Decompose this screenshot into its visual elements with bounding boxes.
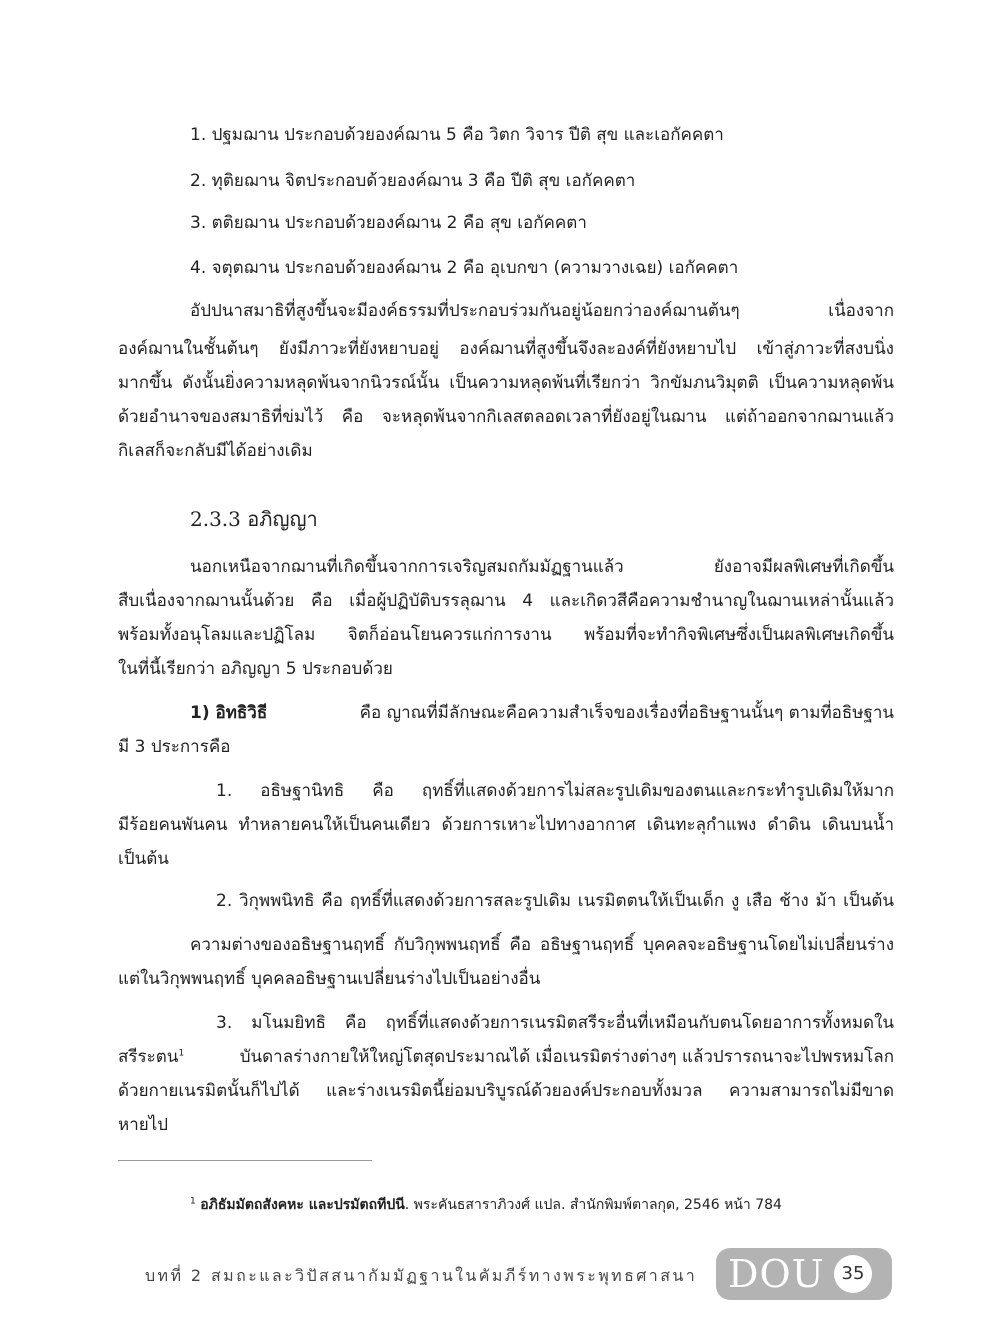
- footnote: [190, 1194, 782, 1216]
- footnote-number: 1: [190, 1196, 196, 1207]
- paragraph-line: นอกเหนือจากฌานที่เกิดขึ้นจากการเจริญสมถกัมมัฏฐานแล้ว ยังอาจมีผลพิเศษที่เกิดขึ้น: [190, 557, 894, 577]
- jhana-item-1: 1. ปฐมฌาน ประกอบด้วยองค์ฌาน 5 คือ วิตก วิจาร ปีติ สุข และเอกัคคตา: [190, 125, 724, 145]
- page-number-circle: [834, 1255, 872, 1293]
- paragraph-line: มากขึ้น ดังนั้นยิ่งความหลุดพ้นจากนิวรณ์นั้น เป็นความหลุดพ้นที่เรียกว่า วิกขัมภนวิมุตติ เป็นความหลุดพ้น: [118, 373, 894, 393]
- paragraph-line: ในที่นี้เรียกว่า อภิญญา 5 ประกอบด้วย: [118, 659, 393, 679]
- paragraph-line: กิเลสก็จะกลับมีได้อย่างเดิม: [118, 441, 313, 461]
- manomaya-word: สรีระตน$^1$: [118, 1047, 185, 1067]
- iddhividhi-line: [190, 702, 894, 724]
- paragraph-line: องค์ฌานในชั้นต้นๆ ยังมีภาวะที่ยังหยาบอยู่ องค์ฌานที่สูงขึ้นจึงละองค์ที่ยังหยาบไป เข้าสู่ภาวะที่สงบนิ่ง: [118, 339, 894, 359]
- paragraph-line: สืบเนื่องจากฌานนั้นด้วย คือ เมื่อผู้ปฏิบัติบรรลุฌาน 4 และเกิดวสีคือความชำนาญในฌานเหล่านั้นแล้ว: [118, 591, 894, 611]
- paragraph-line: ด้วยอำนาจของสมาธิที่ข่มไว้ คือ จะหลุดพ้นจากกิเลสตลอดเวลาที่ยังอยู่ในฌาน แต่ถ้าออกจากฌานแล้ว: [118, 407, 894, 427]
- footnote-marker[interactable]: 1: [178, 1048, 185, 1059]
- publisher-badge: [716, 1248, 892, 1300]
- manomaya-line: [118, 1046, 894, 1068]
- paragraph-line: พร้อมทั้งอนุโลมและปฏิโลม จิตก็อ่อนโยนควรแก่การงาน พร้อมที่จะทำกิจพิเศษซึ่งเป็นผลพิเศษเกิดขึ้น: [118, 625, 894, 645]
- difference-line: แต่ในวิกุพพนฤทธิ์ บุคคลอธิษฐานเปลี่ยนร่างไปเป็นอย่างอื่น: [118, 969, 541, 989]
- adhitthana-line: มีร้อยคนพันคน ทำหลายคนให้เป็นคนเดียว ด้วยการเหาะไปทางอากาศ เดินทะลุกำแพง ดำดิน เดินบนน้ำ: [118, 815, 894, 835]
- adhitthana-line: 1. อธิษฐานิทธิ คือ ฤทธิ์ที่แสดงด้วยการไม่สละรูปเดิมของตนและกระทำรูปเดิมให้มาก: [216, 781, 894, 801]
- manomaya-rest: บันดาลร่างกายให้ใหญ่โตสุดประมาณได้ เมื่อเนรมิตร่างต่างๆ แล้วปรารถนาจะไปพรหมโลก: [239, 1047, 894, 1067]
- paragraph-line: อัปปนาสมาธิที่สูงขึ้นจะมีองค์ธรรมที่ประกอบร่วมกันอยู่น้อยกว่าองค์ฌานต้นๆ เนื่องจาก: [190, 301, 894, 321]
- dou-logo: DOU: [728, 1252, 825, 1296]
- difference-line: ความต่างของอธิษฐานฤทธิ์ กับวิกุพพนฤทธิ์ คือ อธิษฐานฤทธิ์ บุคคลจะอธิษฐานโดยไม่เปลี่ยนร่าง: [190, 935, 894, 955]
- manomaya-line: 3. มโนมยิทธิ คือ ฤทธิ์ที่แสดงด้วยการเนรมิตสรีระอื่นที่เหมือนกับตนโดยอาการทั้งหมดใน: [216, 1013, 894, 1033]
- vikubbana-line: 2. วิกุพพนิทธิ คือ ฤทธิ์ที่แสดงด้วยการสละรูปเดิม เนรมิตตนให้เป็นเด็ก งู เสือ ช้าง ม้า เป็นต้น: [216, 891, 894, 911]
- footnote-divider: [118, 1160, 372, 1161]
- iddhividhi-term: 1) อิทธิวิธี: [190, 703, 268, 723]
- jhana-item-4: 4. จตุตฌาน ประกอบด้วยองค์ฌาน 2 คือ อุเบกขา (ความวางเฉย) เอกัคคตา: [190, 258, 739, 278]
- jhana-item-2: 2. ทุติยฌาน จิตประกอบด้วยองค์ฌาน 3 คือ ปีติ สุข เอกัคคตา: [190, 171, 636, 191]
- chapter-running-title: บทที่ 2 สมถะและวิปัสสนากัมมัฏฐานในคัมภีร์ทางพระพุทธศาสนา: [145, 1266, 698, 1285]
- adhitthana-line: เป็นต้น: [118, 849, 169, 869]
- manomaya-line: ด้วยกายเนรมิตนั้นก็ไปได้ และร่างเนรมิตนี้ย่อมบริบูรณ์ด้วยองค์ประกอบทั้งมวล ความสามารถไม่มีขาด: [118, 1081, 894, 1101]
- footnote-title: อภิธัมมัตถสังคหะ และปรมัตถทีปนี: [200, 1197, 405, 1213]
- jhana-item-3: 3. ตติยฌาน ประกอบด้วยองค์ฌาน 2 คือ สุข เอกัคคตา: [190, 213, 587, 233]
- section-heading: 2.3.3 อภิญญา: [190, 507, 318, 531]
- page-number: 35: [841, 1263, 865, 1284]
- footnote-citation: . พระคันธสาราภิวงศ์ แปล. สำนักพิมพ์ตาลกุด, 2546 หน้า 784: [404, 1197, 782, 1213]
- manomaya-line: หายไป: [118, 1115, 169, 1135]
- iddhividhi-definition: คือ ญาณที่มีลักษณะคือความสำเร็จของเรื่องที่อธิษฐานนั้นๆ ตามที่อธิษฐาน: [359, 703, 894, 723]
- paragraph-line: มี 3 ประการคือ: [118, 737, 231, 757]
